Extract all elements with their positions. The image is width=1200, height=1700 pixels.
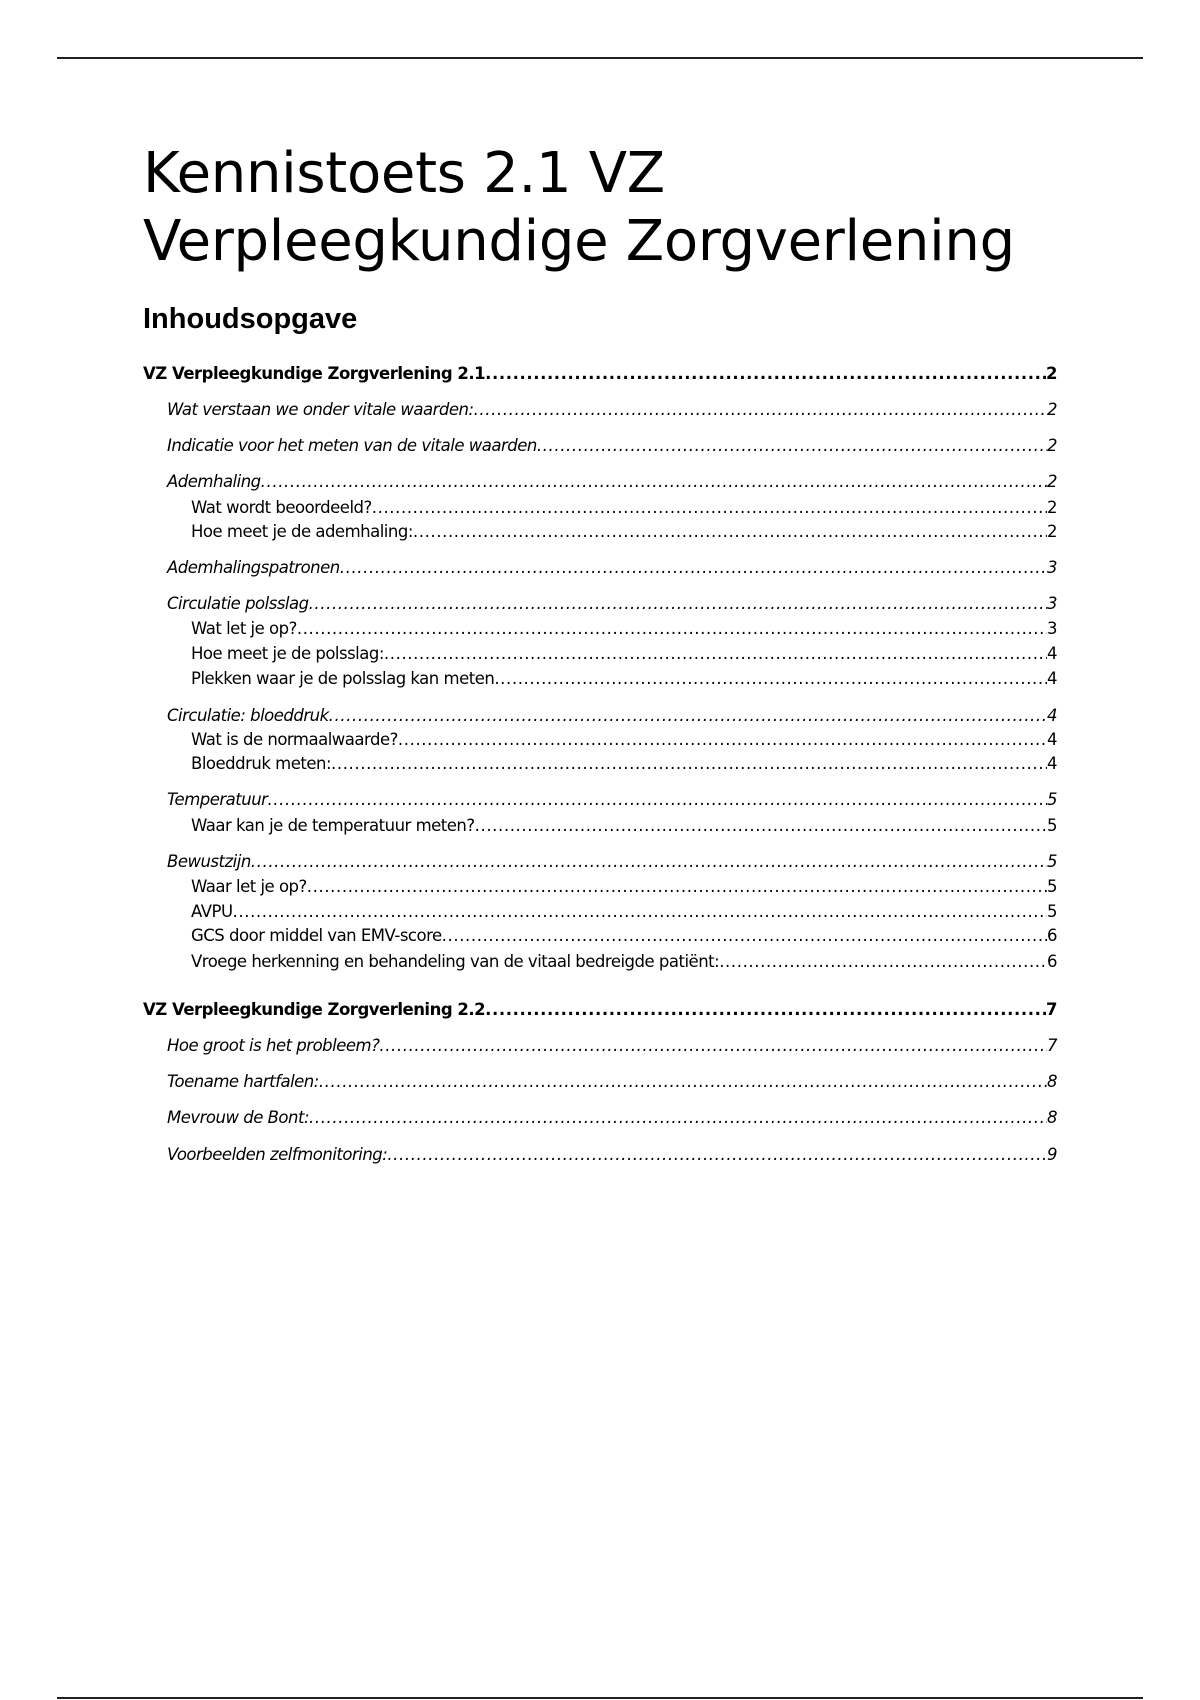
toc-leader-dots [485,362,1046,386]
toc-entry[interactable] [191,520,1057,544]
toc-entry[interactable] [167,556,1057,580]
toc-leader-dots [372,496,1047,520]
toc-entry[interactable] [143,998,1057,1022]
toc-entry[interactable] [167,1106,1057,1130]
toc-entry-label: Circulatie polsslag [167,594,309,613]
toc-entry-label: Waar let je op? [191,877,307,896]
toc-entry-label: Waar kan je de temperatuur meten? [191,816,475,835]
toc-leader-dots [261,470,1047,494]
toc-leader-dots [379,1034,1047,1058]
toc-entry-page-number: 7 [1046,1000,1057,1019]
toc-leader-dots [384,642,1047,666]
toc-entry[interactable] [167,1143,1057,1167]
toc-leader-dots [485,998,1046,1022]
toc-entry[interactable] [167,704,1057,728]
toc-entry-label: Plekken waar je de polsslag kan meten [191,669,495,688]
toc-leader-dots [494,667,1047,691]
toc-entry[interactable] [191,900,1057,924]
toc-heading: Inhoudsopgave [143,303,358,335]
toc-entry-page-number: 5 [1047,816,1057,835]
document-title-line-2: Verpleegkundige Zorgverlening [143,209,1015,274]
toc-entry-page-number: 3 [1047,558,1057,577]
toc-entry[interactable] [167,788,1057,812]
toc-entry[interactable] [191,814,1057,838]
toc-leader-dots [319,1070,1047,1094]
toc-entry-page-number: 4 [1047,669,1057,688]
header-rule [57,57,1143,59]
toc-entry-label: Wat is de normaalwaarde? [191,730,398,749]
toc-entry-page-number: 2 [1047,498,1057,517]
toc-entry-page-number: 5 [1047,790,1057,809]
toc-leader-dots [251,850,1047,874]
toc-entry-label: Indicatie voor het meten van de vitale waarden [167,436,537,455]
toc-entry-label: Vroege herkenning en behandeling van de vitaal bedreigde patiënt: [191,952,720,971]
toc-leader-dots [387,1143,1047,1167]
toc-entry-label: Bloeddruk meten: [191,754,332,773]
toc-entry-page-number: 2 [1047,400,1057,419]
toc-entry[interactable] [191,875,1057,899]
toc-entry-label: GCS door middel van EMV-score [191,926,442,945]
toc-entry-page-number: 9 [1047,1145,1057,1164]
toc-entry-label: Circulatie: bloeddruk [167,706,329,725]
toc-entry-label: Ademhalingspatronen [167,558,340,577]
toc-entry-label: Ademhaling [167,472,261,491]
toc-entry-page-number: 3 [1047,619,1057,638]
toc-leader-dots [309,1106,1047,1130]
toc-entry-page-number: 8 [1047,1108,1057,1127]
toc-leader-dots [233,900,1047,924]
toc-entry[interactable] [167,1070,1057,1094]
toc-entry-page-number: 2 [1046,364,1057,383]
toc-entry-label: Bewustzijn [167,852,251,871]
toc-entry[interactable] [167,850,1057,874]
toc-leader-dots [413,520,1047,544]
toc-entry[interactable] [191,642,1057,666]
toc-entry[interactable] [167,398,1057,422]
toc-entry-page-number: 6 [1047,952,1057,971]
toc-leader-dots [307,875,1047,899]
toc-entry-label: Voorbeelden zelfmonitoring: [167,1145,388,1164]
toc-entry[interactable] [191,617,1057,641]
toc-entry-page-number: 8 [1047,1072,1057,1091]
toc-entry[interactable] [143,362,1057,386]
toc-entry-page-number: 4 [1047,730,1057,749]
toc-entry[interactable] [191,950,1057,974]
toc-entry-label: Toename hartfalen: [167,1072,319,1091]
toc-entry-page-number: 4 [1047,644,1057,663]
toc-leader-dots [719,950,1047,974]
toc-entry-page-number: 4 [1047,754,1057,773]
toc-entry-page-number: 2 [1047,472,1057,491]
toc-entry-page-number: 5 [1047,902,1057,921]
toc-leader-dots [398,728,1047,752]
toc-entry-page-number: 6 [1047,926,1057,945]
toc-entry-label: Mevrouw de Bont: [167,1108,309,1127]
toc-entry-page-number: 4 [1047,706,1057,725]
toc-entry[interactable] [191,728,1057,752]
toc-entry-label: Wat let je op? [191,619,297,638]
toc-leader-dots [475,814,1047,838]
document-title [143,140,1103,276]
toc-entry[interactable] [167,1034,1057,1058]
toc-leader-dots [442,924,1047,948]
toc-leader-dots [267,788,1047,812]
toc-entry-page-number: 2 [1047,522,1057,541]
toc-entry-page-number: 2 [1047,436,1057,455]
toc-leader-dots [537,434,1047,458]
toc-entry-label: Wat verstaan we onder vitale waarden: [167,400,474,419]
toc-entry[interactable] [191,667,1057,691]
toc-leader-dots [309,592,1047,616]
toc-entry-page-number: 5 [1047,852,1057,871]
footer-rule [57,1697,1143,1699]
toc-entry-page-number: 5 [1047,877,1057,896]
toc-entry-label: Hoe meet je de polsslag: [191,644,384,663]
toc-entry-page-number: 3 [1047,594,1057,613]
toc-leader-dots [340,556,1047,580]
toc-entry-label: Hoe meet je de ademhaling: [191,522,413,541]
toc-entry[interactable] [191,496,1057,520]
toc-leader-dots [331,752,1047,776]
toc-leader-dots [329,704,1047,728]
toc-entry-label: VZ Verpleegkundige Zorgverlening 2.1 [143,364,486,383]
toc-entry[interactable] [167,592,1057,616]
toc-leader-dots [297,617,1047,641]
toc-entry-label: AVPU [191,902,233,921]
document-title-line-1: Kennistoets 2.1 VZ [143,141,665,206]
toc-entry[interactable] [167,470,1057,494]
toc-entry-page-number: 7 [1047,1036,1057,1055]
toc-entry-label: Temperatuur [167,790,268,809]
toc-entry[interactable] [167,434,1057,458]
toc-entry-label: Hoe groot is het probleem? [167,1036,380,1055]
toc-entry-label: Wat wordt beoordeeld? [191,498,372,517]
toc-leader-dots [474,398,1047,422]
toc-entry-label: VZ Verpleegkundige Zorgverlening 2.2 [143,1000,486,1019]
toc-entry[interactable] [191,924,1057,948]
toc-entry[interactable] [191,752,1057,776]
